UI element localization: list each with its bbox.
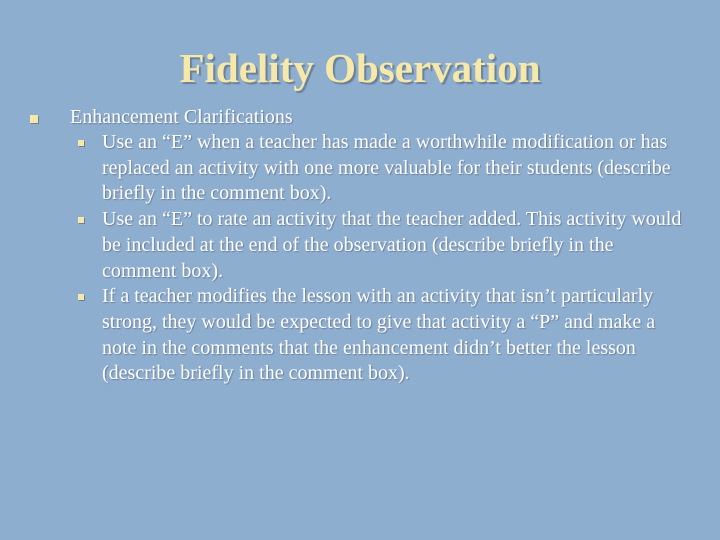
square-bullet-icon <box>30 115 38 123</box>
sub-bullet-text: Use an “E” to rate an activity that the teacher added. This activity would be included at the end of the observation (describe briefly in the comment box). <box>102 208 682 282</box>
slide-title: Fidelity Observation <box>179 45 541 91</box>
sub-bullet-text: If a teacher modifies the lesson with an activity that isn’t particularly strong, they would be expected to give that activity a “P” and make a note in the comments that the enhancement didn’t better the lesson (describe briefly in the comment box). <box>102 285 656 385</box>
sub-bullet-item <box>70 284 684 387</box>
square-bullet-icon <box>78 217 84 223</box>
sub-bullet-list <box>24 130 684 387</box>
slide-body <box>24 104 684 387</box>
square-bullet-icon <box>78 294 84 300</box>
square-bullet-icon <box>78 140 84 146</box>
bullet-item-enhancement <box>24 104 684 130</box>
sub-bullet-item <box>70 130 684 207</box>
sub-bullet-text: Use an “E” when a teacher has made a worthwhile modification or has replaced an activity with one more valuable for their students (describe briefly in the comment box). <box>102 131 671 205</box>
bullet-text: Enhancement Clarifications <box>70 106 293 128</box>
sub-bullet-item <box>70 207 684 284</box>
